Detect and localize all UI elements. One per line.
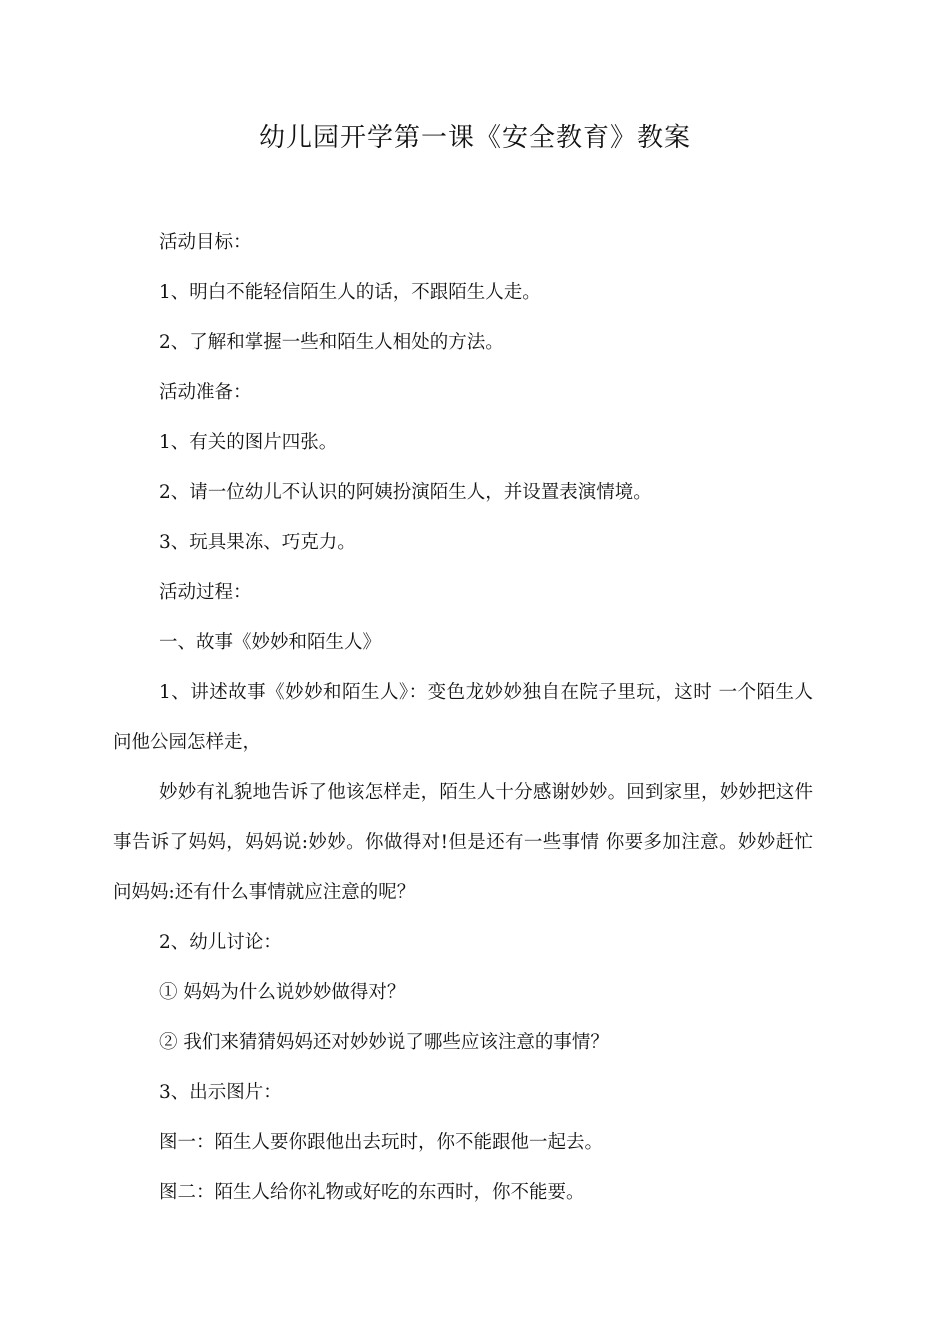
- section-heading-preparation: 活动准备：: [159, 382, 252, 403]
- story-paragraph-2: 妙妙有礼貌地告诉了他该怎样走，陌生人十分感谢妙妙。回到家里，妙妙把这件事告诉了妈妈，妈妈说:妙妙。你做得对!但是还有一些事情 你要多加注意。妙妙赶忙问妈妈:还有什么事情就应注意的呢？: [113, 782, 813, 903]
- section-heading-process: 活动过程：: [159, 582, 252, 603]
- discussion-question-1: ① 妈妈为什么说妙妙做得对？: [159, 982, 406, 1003]
- process-part-1-heading: 一、故事《妙妙和陌生人》: [159, 632, 382, 653]
- preparation-item-3: 3、玩具果冻、巧克力。: [159, 532, 356, 553]
- discussion-heading: 2、幼儿讨论：: [159, 932, 282, 953]
- preparation-item-1: 1、有关的图片四张。: [159, 432, 338, 453]
- picture-item-2: 图二：陌生人给你礼物或好吃的东西时，你不能要。: [159, 1182, 585, 1203]
- pictures-heading: 3、出示图片：: [159, 1082, 282, 1103]
- story-paragraph-1: 1、讲述故事《妙妙和陌生人》：变色龙妙妙独自在院子里玩，这时 一个陌生人问他公园怎样走，: [113, 682, 813, 753]
- goal-item-1: 1、明白不能轻信陌生人的话，不跟陌生人走。: [159, 282, 541, 303]
- section-heading-goals: 活动目标：: [159, 232, 252, 253]
- document-title: 幼儿园开学第一课《安全教育》教案: [258, 123, 691, 153]
- picture-item-1: 图一：陌生人要你跟他出去玩时，你不能跟他一起去。: [159, 1132, 604, 1153]
- goal-item-2: 2、了解和掌握一些和陌生人相处的方法。: [159, 332, 504, 353]
- document-body: [113, 218, 813, 1218]
- preparation-item-2: 2、请一位幼儿不认识的阿姨扮演陌生人，并设置表演情境。: [159, 482, 652, 503]
- discussion-question-2: ② 我们来猜猜妈妈还对妙妙说了哪些应该注意的事情？: [159, 1032, 609, 1053]
